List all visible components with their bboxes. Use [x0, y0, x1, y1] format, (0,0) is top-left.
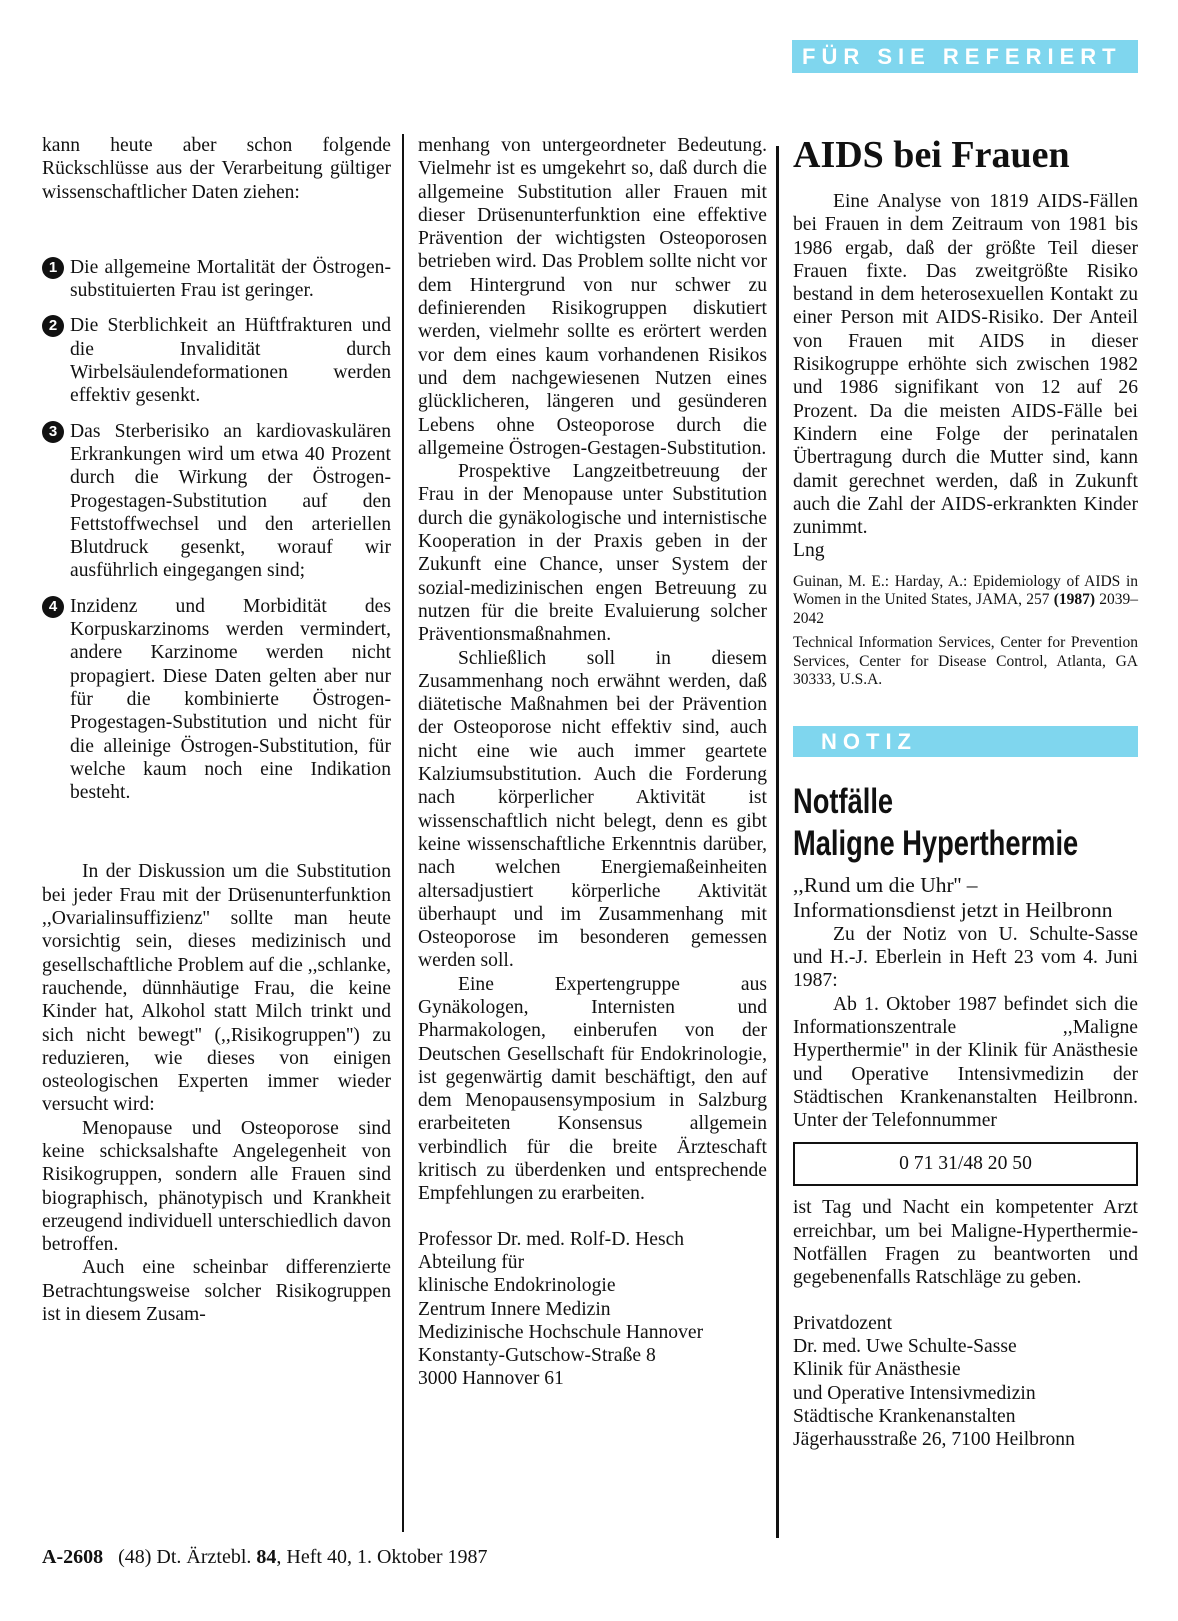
address-line: Professor Dr. med. Rolf-D. Hesch	[418, 1228, 685, 1250]
address-line: und Operative Intensivmedizin	[793, 1382, 1036, 1404]
author-address	[418, 1228, 767, 1391]
list-item	[42, 420, 391, 583]
number-badge: 1	[42, 257, 64, 279]
paragraph: ist Tag und Nacht ein kompetenter Arzt erreichbar, um bei Maligne-Hyperthermie-Notfällen Fragen zu beantworten und gegebenenfalls Ratschläge zu geben.	[793, 1197, 1138, 1289]
number-badge: 2	[42, 315, 64, 337]
page-number: A-2608	[42, 1546, 104, 1568]
paragraph: Schließlich soll in diesem Zusammenhang noch erwähnt werden, daß diätetische Maßnahmen bei der Prävention der Osteoporose nicht effektiv sind, auch nicht eine wie auch immer geartete Kalziumsubstitution. Auch die Forderung nach körperlicher Aktivität ist wissenschaftlich nicht belegt, denn es gibt keine wissenschaftliche Erkenntnis darüber, nach welchen Energiemaßeinheiten altersadjustiert körperliche Aktivität überhaupt und im Zusammenhang mit Osteoporose im besonderen gemessen werden soll.	[418, 647, 767, 972]
paragraph: Eine Expertengruppe aus Gynäkologen, Internisten und Pharmakologen, einberufen von der Deutschen Gesellschaft für Endokrinologie, ist gegenwärtig damit beschäftigt, den auf dem Menopausensymposium in Salzburg erarbeiteten Konsensus allgemein verbindlich für die breite Ärzteschaft kritisch zu überdenken und entsprechende Empfehlungen zu erarbeiten.	[418, 973, 767, 1205]
column-2	[418, 134, 767, 1391]
address-line: Dr. med. Uwe Schulte-Sasse	[793, 1335, 1017, 1357]
column-rule	[402, 134, 404, 1532]
number-badge: 4	[42, 596, 64, 618]
notiz-title: Notfälle Maligne Hyperthermie	[793, 781, 1079, 863]
address-line: Privatdozent	[793, 1312, 893, 1334]
notiz-subtitle: ,,Rund um die Uhr'' – Informationsdienst jetzt in Heilbronn	[793, 872, 1113, 922]
address-line: Zentrum Innere Medizin	[418, 1298, 611, 1320]
reference: Technical Information Services, Center for Prevention Services, Center for Disease Control, Atlanta, GA 30333, U.S.A.	[793, 634, 1138, 689]
list-item	[42, 256, 391, 303]
paragraph: Zu der Notiz von U. Schulte-Sasse und H.-J. Eberlein in Heft 23 vom 4. Juni 1987:	[793, 923, 1138, 992]
list-item-text: Die Sterblichkeit an Hüftfrakturen und die Invalidität durch Wirbelsäulendeformationen werden effektiv gesenkt.	[70, 315, 391, 407]
issue-info: (48) Dt. Ärztebl.	[118, 1546, 252, 1568]
list-item	[42, 595, 391, 805]
notiz-banner: NOTIZ	[793, 726, 1138, 757]
list-item-text: Die allgemeine Mortalität der Östrogen-substituierten Frau ist geringer.	[70, 256, 391, 302]
author-address	[793, 1312, 1138, 1452]
paragraph: Eine Analyse von 1819 AIDS-Fällen bei Frauen in dem Zeitraum von 1981 bis 1986 ergab, daß der größte Teil dieser Frauen fixte. Das zweitgrößte Risiko bestand in dem heterosexuellen Kontakt zu einer Person mit AIDS-Risiko. Der Anteil von Frauen mit AIDS in dieser Risikogruppe erhöhte sich zwischen 1982 und 1986 signifikant von 12 auf 26 Prozent. Da die meisten AIDS-Fälle bei Kindern eine Folge der perinatalen Übertragung durch die Mutter sind, kann damit gerechnet werden, daß in Zukunft auch die Zahl der AIDS-erkrankten Kinder zunimmt.	[793, 191, 1138, 539]
phone-number-box: 0 71 31/48 20 50	[793, 1142, 1138, 1186]
column-1	[42, 134, 391, 1326]
paragraph: In der Diskussion um die Substitution bei jeder Frau mit der Drüsenunterfunktion ,,Ovarialinsuffizienz'' sollte man heute vorsichtig sein, dieses medizinisch und gesellschaftliche Problem auf die ,,schlanke, rauchende, dünnhäutige Frau, die keine Kinder hat, Alkohol statt Milch trinkt und sich nicht bewegt'' (,,Risikogruppen'') zu reduzieren, wie dieses von einigen osteologischen Experten immer wieder versucht wird:	[42, 861, 391, 1116]
article-title: AIDS bei Frauen	[793, 134, 1070, 176]
address-line: Konstanty-Gutschow-Straße 8	[418, 1345, 656, 1367]
address-line: klinische Endokrinologie	[418, 1275, 616, 1297]
list-item	[42, 314, 391, 407]
address-line: 3000 Hannover 61	[418, 1368, 564, 1390]
list-item-text: Inzidenz und Morbidität des Korpuskarzinoms werden vermindert, andere Karzinome werden nicht propagiert. Diese Daten gelten aber nur für die kombinierte Östrogen-Progestagen-Substitution und nicht für die alleinige Östrogen-Substitution, für welche kaum noch eine Indikation besteht.	[70, 595, 391, 804]
list-item-text: Das Sterberisiko an kardiovaskulären Erkrankungen wird um etwa 40 Prozent durch die Wirkung der Östrogen-Progestagen-Substitution auf den Fettstoffwechsel und den arteriellen Blutdruck gesenkt, worauf wir ausführlich eingegangen sind;	[70, 420, 391, 582]
address-line: Medizinische Hochschule Hannover	[418, 1321, 704, 1343]
paragraph: kann heute aber schon folgende Rückschlüsse aus der Verarbeitung gültiger wissenschaftlicher Daten ziehen:	[42, 135, 391, 203]
address-line: Jägerhausstraße 26, 7100 Heilbronn	[793, 1429, 1075, 1451]
issue-info: , Heft 40, 1. Oktober 1987	[276, 1546, 488, 1568]
column-3	[793, 134, 1138, 1451]
paragraph: Prospektive Langzeitbetreuung der Frau in der Menopause unter Substitution durch die gynäkologische und internistische Kooperation in der Praxis geben in der Zukunft eine Chance, unser System der sozial-medizinischen engen Betreuung zu nutzen für die breite Evaluierung solcher Präventionsmaßnahmen.	[418, 461, 767, 646]
author-sign: Lng	[793, 540, 825, 562]
column-rule	[776, 146, 779, 1538]
section-banner: FÜR SIE REFERIERT	[792, 40, 1138, 73]
references	[793, 573, 1138, 690]
address-line: Klinik für Anästhesie	[793, 1359, 961, 1381]
paragraph: menhang von untergeordneter Bedeutung. Vielmehr ist es umgekehrt so, daß durch die allgemeine Substitution aller Frauen mit dieser Drüsenunterfunktion eine effektive Prävention der wichtigsten Osteoporosen betrieben wird. Das Problem sollte nicht vor dem Hintergrund von nur schwer zu definierenden Risikogruppen diskutiert werden, vielmehr sollte es erörtert werden vor dem eines kaum vorhandenen Risikos und dem nachgewiesenen Nutzen eines glücklicheren, längeren und gesünderen Lebens ohne Osteoporose durch die allgemeine Östrogen-Gestagen-Substitution.	[418, 135, 767, 459]
paragraph: Ab 1. Oktober 1987 befindet sich die Informationszentrale ,,Maligne Hyperthermie'' in der Klinik für Anästhesie und Operative Intensivmedizin der Städtischen Krankenanstalten Heilbronn. Unter der Telefonnummer	[793, 993, 1138, 1132]
paragraph: Auch eine scheinbar differenzierte Betrachtungsweise solcher Risikogruppen ist in diesem Zusam-	[42, 1257, 391, 1326]
reference: Guinan, M. E.: Harday, A.: Epidemiology of AIDS in Women in the United States, JAMA, 257 (1987) 2039–2042	[793, 572, 1139, 627]
address-line: Städtische Krankenanstalten	[793, 1405, 1016, 1427]
paragraph: Menopause und Osteoporose sind keine schicksalshafte Angelegenheit von Risikogruppen, sondern alle Frauen sind biographisch, phänotypisch und Krankheit erzeugend individuell unterschiedlich davon betroffen.	[42, 1117, 391, 1256]
volume: 84	[256, 1546, 277, 1568]
page-footer	[42, 1545, 487, 1569]
address-line: Abteilung für	[418, 1251, 525, 1273]
number-badge: 3	[42, 421, 64, 443]
